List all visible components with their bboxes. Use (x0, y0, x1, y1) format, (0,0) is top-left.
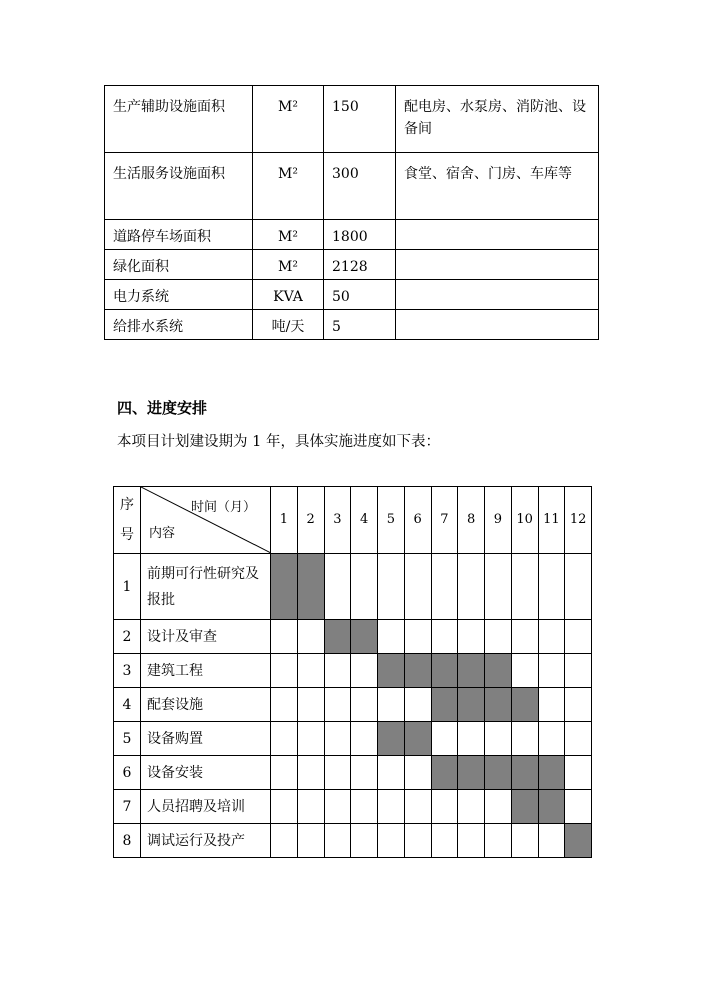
schedule-row (114, 554, 592, 620)
gantt-empty-cell (404, 756, 431, 790)
month-header: 11 (538, 487, 565, 554)
value-cell: 150 (324, 86, 396, 153)
task-name: 建筑工程 (141, 654, 271, 688)
gantt-empty-cell (485, 824, 512, 858)
unit-cell: M² (253, 250, 324, 280)
task-seq: 7 (114, 790, 141, 824)
task-seq: 5 (114, 722, 141, 756)
gantt-empty-cell (565, 620, 592, 654)
note-cell: 配电房、水泵房、消防池、设备间 (396, 86, 599, 153)
gantt-empty-cell (271, 756, 298, 790)
gantt-empty-cell (378, 688, 405, 722)
task-name: 设备购置 (141, 722, 271, 756)
note-cell (396, 250, 599, 280)
unit-cell: M² (253, 220, 324, 250)
gantt-empty-cell (324, 722, 351, 756)
month-header: 10 (511, 487, 538, 554)
task-name: 配套设施 (141, 688, 271, 722)
task-seq: 6 (114, 756, 141, 790)
month-header: 12 (565, 487, 592, 554)
gantt-empty-cell (431, 554, 458, 620)
gantt-bar-cell (431, 654, 458, 688)
value-cell: 5 (324, 310, 396, 340)
facility-name-cell: 生产辅助设施面积 (105, 86, 253, 153)
gantt-empty-cell (458, 620, 485, 654)
gantt-empty-cell (271, 688, 298, 722)
value-cell: 50 (324, 280, 396, 310)
gantt-empty-cell (271, 824, 298, 858)
gantt-empty-cell (458, 554, 485, 620)
unit-cell: M² (253, 86, 324, 153)
task-seq: 8 (114, 824, 141, 858)
gantt-empty-cell (297, 824, 324, 858)
task-seq: 3 (114, 654, 141, 688)
area-row (105, 220, 599, 250)
gantt-empty-cell (404, 688, 431, 722)
gantt-bar-cell (485, 688, 512, 722)
gantt-empty-cell (431, 620, 458, 654)
gantt-empty-cell (404, 554, 431, 620)
diagonal-header-cell (141, 487, 271, 554)
gantt-empty-cell (351, 654, 378, 688)
gantt-empty-cell (378, 756, 405, 790)
gantt-empty-cell (565, 554, 592, 620)
gantt-empty-cell (565, 722, 592, 756)
month-header: 1 (271, 487, 298, 554)
task-name: 前期可行性研究及报批 (141, 554, 271, 620)
gantt-bar-cell (297, 554, 324, 620)
gantt-empty-cell (271, 790, 298, 824)
schedule-row (114, 688, 592, 722)
facility-name-cell: 道路停车场面积 (105, 220, 253, 250)
month-header: 8 (458, 487, 485, 554)
month-header: 5 (378, 487, 405, 554)
gantt-empty-cell (511, 654, 538, 688)
gantt-empty-cell (351, 554, 378, 620)
gantt-empty-cell (378, 554, 405, 620)
gantt-empty-cell (297, 688, 324, 722)
time-header: 时间（月） (190, 500, 256, 515)
gantt-empty-cell (324, 756, 351, 790)
schedule-table (113, 486, 592, 858)
gantt-empty-cell (297, 722, 324, 756)
schedule-row (114, 756, 592, 790)
gantt-empty-cell (431, 790, 458, 824)
gantt-bar-cell (404, 722, 431, 756)
gantt-empty-cell (297, 756, 324, 790)
gantt-empty-cell (538, 688, 565, 722)
gantt-empty-cell (378, 824, 405, 858)
schedule-row (114, 654, 592, 688)
gantt-empty-cell (271, 620, 298, 654)
gantt-empty-cell (324, 554, 351, 620)
content-header: 内容 (149, 526, 176, 541)
value-cell: 300 (324, 153, 396, 220)
gantt-bar-cell (351, 620, 378, 654)
gantt-bar-cell (431, 756, 458, 790)
gantt-bar-cell (485, 654, 512, 688)
month-header: 6 (404, 487, 431, 554)
gantt-empty-cell (351, 688, 378, 722)
unit-cell: 吨/天 (253, 310, 324, 340)
gantt-empty-cell (324, 790, 351, 824)
gantt-empty-cell (404, 620, 431, 654)
gantt-bar-cell (378, 722, 405, 756)
month-header: 9 (485, 487, 512, 554)
gantt-bar-cell (511, 756, 538, 790)
seq-header: 序 号 (114, 487, 141, 554)
area-row (105, 153, 599, 220)
gantt-empty-cell (538, 722, 565, 756)
gantt-empty-cell (485, 620, 512, 654)
facility-name-cell: 给排水系统 (105, 310, 253, 340)
gantt-bar-cell (271, 554, 298, 620)
gantt-empty-cell (485, 790, 512, 824)
gantt-bar-cell (458, 688, 485, 722)
task-seq: 1 (114, 554, 141, 620)
area-row (105, 310, 599, 340)
gantt-empty-cell (271, 722, 298, 756)
gantt-empty-cell (378, 620, 405, 654)
schedule-row (114, 620, 592, 654)
gantt-empty-cell (458, 722, 485, 756)
gantt-bar-cell (404, 654, 431, 688)
gantt-bar-cell (511, 688, 538, 722)
gantt-bar-cell (538, 790, 565, 824)
schedule-row (114, 790, 592, 824)
gantt-empty-cell (324, 654, 351, 688)
gantt-empty-cell (431, 722, 458, 756)
gantt-empty-cell (378, 790, 405, 824)
value-cell: 1800 (324, 220, 396, 250)
intro-paragraph: 本项目计划建设期为 1 年，具体实施进度如下表： (117, 434, 440, 450)
gantt-bar-cell (458, 654, 485, 688)
gantt-empty-cell (538, 620, 565, 654)
unit-cell: M² (253, 153, 324, 220)
schedule-header-row (114, 487, 592, 554)
gantt-empty-cell (297, 620, 324, 654)
note-cell (396, 310, 599, 340)
facility-name-cell: 绿化面积 (105, 250, 253, 280)
section-heading: 四、进度安排 (117, 399, 208, 417)
gantt-empty-cell (538, 654, 565, 688)
note-cell: 食堂、宿舍、门房、车库等 (396, 153, 599, 220)
value-cell: 2128 (324, 250, 396, 280)
gantt-empty-cell (324, 688, 351, 722)
month-header: 7 (431, 487, 458, 554)
note-cell (396, 220, 599, 250)
gantt-empty-cell (565, 756, 592, 790)
gantt-empty-cell (565, 654, 592, 688)
gantt-empty-cell (271, 654, 298, 688)
task-seq: 2 (114, 620, 141, 654)
gantt-empty-cell (351, 790, 378, 824)
gantt-empty-cell (297, 790, 324, 824)
gantt-empty-cell (297, 654, 324, 688)
gantt-empty-cell (485, 554, 512, 620)
gantt-empty-cell (511, 620, 538, 654)
gantt-empty-cell (351, 756, 378, 790)
area-row (105, 250, 599, 280)
gantt-empty-cell (458, 824, 485, 858)
gantt-empty-cell (485, 722, 512, 756)
facility-name-cell: 生活服务设施面积 (105, 153, 253, 220)
gantt-empty-cell (404, 790, 431, 824)
month-header: 3 (324, 487, 351, 554)
area-row (105, 86, 599, 153)
gantt-bar-cell (431, 688, 458, 722)
gantt-empty-cell (458, 790, 485, 824)
unit-cell: KVA (253, 280, 324, 310)
gantt-bar-cell (378, 654, 405, 688)
facility-name-cell: 电力系统 (105, 280, 253, 310)
gantt-bar-cell (511, 790, 538, 824)
schedule-row (114, 722, 592, 756)
area-row (105, 280, 599, 310)
gantt-bar-cell (565, 824, 592, 858)
task-name: 人员招聘及培训 (141, 790, 271, 824)
task-name: 设备安装 (141, 756, 271, 790)
note-cell (396, 280, 599, 310)
gantt-bar-cell (485, 756, 512, 790)
gantt-bar-cell (538, 756, 565, 790)
gantt-empty-cell (351, 722, 378, 756)
gantt-empty-cell (511, 554, 538, 620)
task-name: 调试运行及投产 (141, 824, 271, 858)
month-header: 4 (351, 487, 378, 554)
gantt-empty-cell (511, 722, 538, 756)
task-name: 设计及审查 (141, 620, 271, 654)
gantt-empty-cell (324, 824, 351, 858)
gantt-empty-cell (565, 688, 592, 722)
gantt-empty-cell (431, 824, 458, 858)
gantt-empty-cell (538, 824, 565, 858)
schedule-row (114, 824, 592, 858)
gantt-empty-cell (351, 824, 378, 858)
month-header: 2 (297, 487, 324, 554)
gantt-bar-cell (458, 756, 485, 790)
gantt-empty-cell (538, 554, 565, 620)
gantt-empty-cell (565, 790, 592, 824)
gantt-empty-cell (511, 824, 538, 858)
gantt-empty-cell (404, 824, 431, 858)
task-seq: 4 (114, 688, 141, 722)
area-table (104, 85, 599, 340)
gantt-bar-cell (324, 620, 351, 654)
